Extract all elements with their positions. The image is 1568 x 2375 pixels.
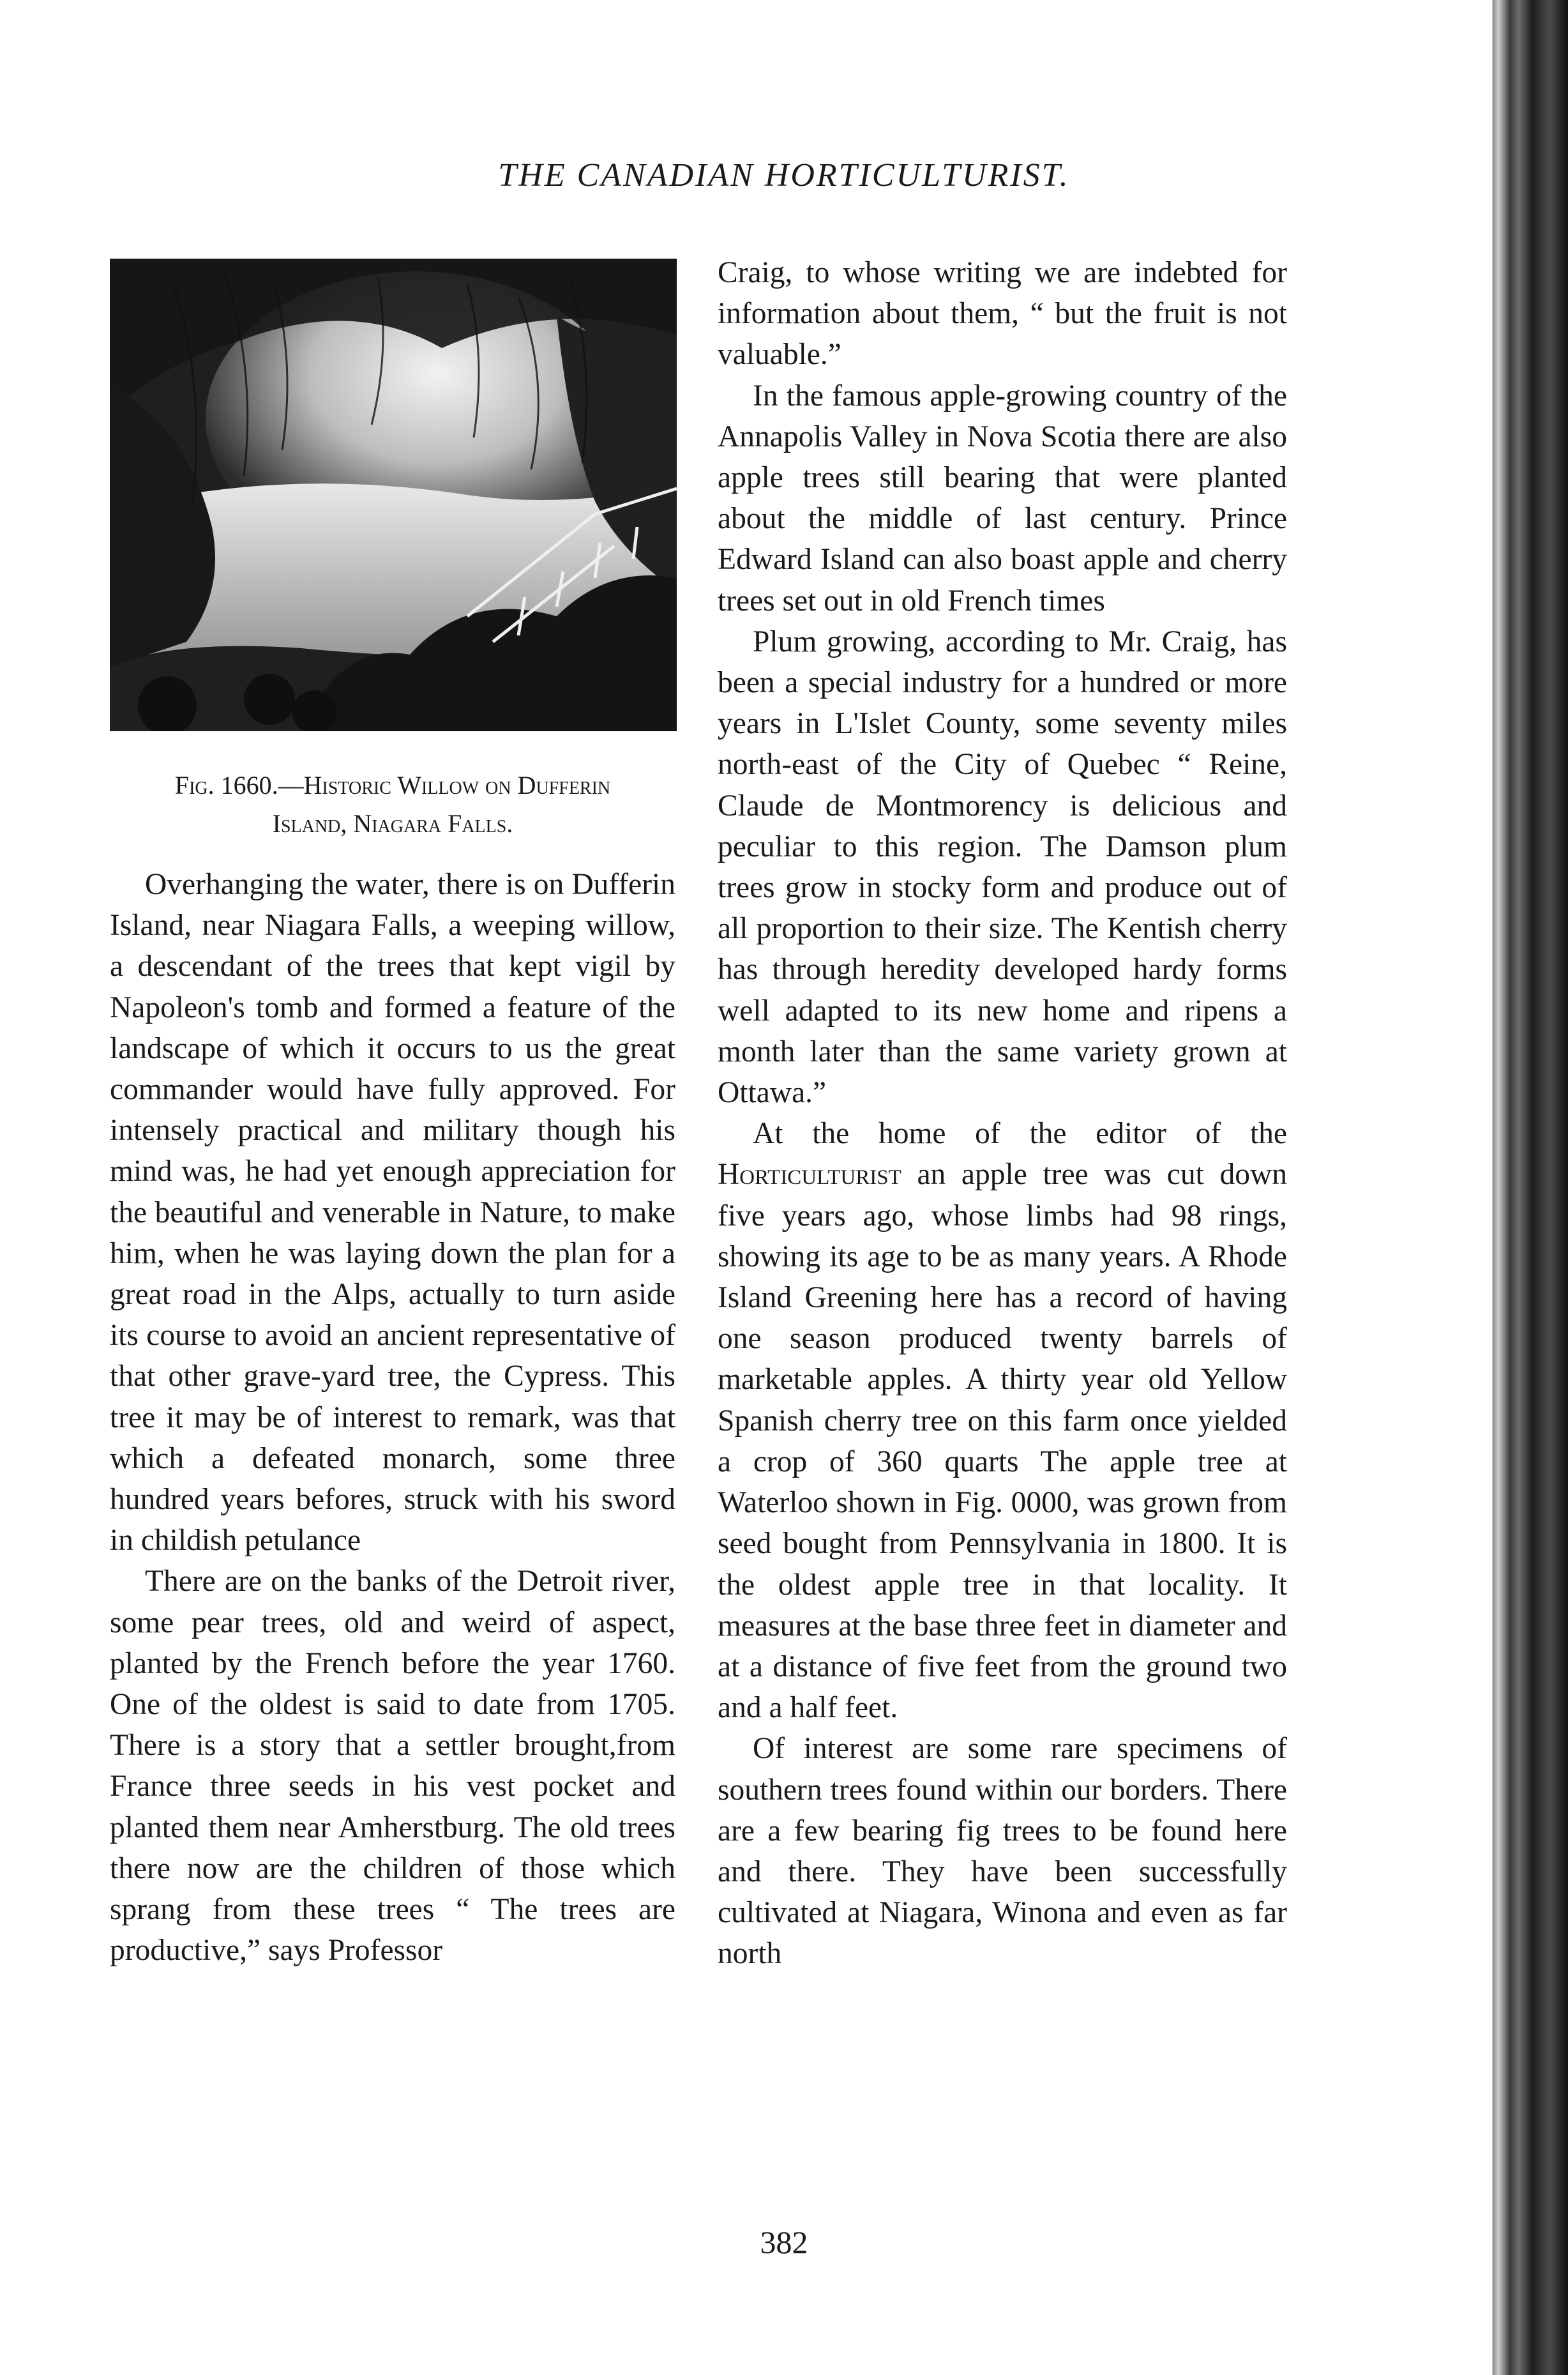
paragraph-plum: Plum growing, according to Mr. Craig, has been a special industry for a hundred or more years in L'Islet County, some seventy miles north-east of the City of Quebec “ Reine, Claude de Montmorency is delicious and peculiar to this region. The Damson plum trees grow in stocky form and produce out of all proportion to their size. The Kentish cherry has through heredity developed hardy forms well adapted to its new home and ripens a month later than the same variety grown at Ottawa.” xyxy=(718,625,1287,1110)
right-column xyxy=(718,252,1287,1975)
caption-line-1: Fig. 1660.—Historic Willow on Dufferin xyxy=(174,771,611,800)
editor-home-rest: an apple tree was cut down five years ago, whose limbs had 98 rings, showing its age to be as many years. A Rhode Island Greening here has a record of having one season produced twenty barrels of marketable apples. A thirty year old Yellow Spanish cherry tree on this farm once yielded a crop of 360 quarts The apple tree at Waterloo shown in Fig. 0000, was grown from seed bought from Pennsylvania in 1800. It is the oldest apple tree in that locality. It measures at the base three feet in diameter and at a distance of five feet from the ground two and a half feet. xyxy=(718,1158,1287,1725)
paragraph-detroit: There are on the banks of the Detroit river, some pear trees, old and weird of aspect, planted by the French before the year 1760. One of the oldest is said to date from 1705. There is a story that a settler brought,from France three seeds in his vest pocket and planted them near Amherstburg. The old trees there now are the children of those which sprang from these trees “ The trees are productive,” says Professor xyxy=(110,1565,675,1968)
caption-line-2: Island, Niagara Falls. xyxy=(272,809,513,838)
paragraph-craig: Craig, to whose writing we are indebted for information about them, “ but the fruit is not valuable.” xyxy=(718,256,1287,372)
page-number: 382 xyxy=(760,2224,808,2260)
figure-caption xyxy=(110,766,675,843)
paragraph-annapolis: In the famous apple-growing country of the Annapolis Valley in Nova Scotia there are also apple trees still bearing that were planted about the middle of last century. Prince Edward Island can also boast apple and cherry trees set out in old French times xyxy=(718,379,1287,618)
willow-photograph xyxy=(110,259,677,731)
editor-home-start: At the home of the editor of the xyxy=(753,1117,1287,1151)
running-title: THE CANADIAN HORTICULTURIST. xyxy=(498,157,1070,193)
paragraph-willow: Overhanging the water, there is on Dufferin Island, near Niagara Falls, a weeping willow, a descendant of the trees that kept vigil by Napoleon's tomb and formed a feature of the landscape of which it occurs to us the great commander would have fully approved. For intensely practical and military though his mind was, he had yet enough appreciation for the beautiful and venerable in Nature, to make him, when he was laying down the plan for a great road in the Alps, actually to turn aside its course to avoid an ancient representative of that other grave-yard tree, the Cypress. This tree it may be of interest to remark, was that which a defeated monarch, some three hundred years befores, struck with his sword in childish petulance xyxy=(110,868,675,1558)
horticulturist-smallcaps: Horticulturist xyxy=(718,1158,901,1192)
left-column xyxy=(110,864,675,1971)
scan-edge xyxy=(1479,0,1568,2375)
willow-image xyxy=(110,259,677,731)
paragraph-southern-trees: Of interest are some rare specimens of southern trees found within our borders. There are a few bearing fig trees to be found here and there. They have been successfully cultivated at Niagara, Winona and even as far north xyxy=(718,1732,1287,1971)
paragraph-editor-home xyxy=(718,1113,1287,1728)
